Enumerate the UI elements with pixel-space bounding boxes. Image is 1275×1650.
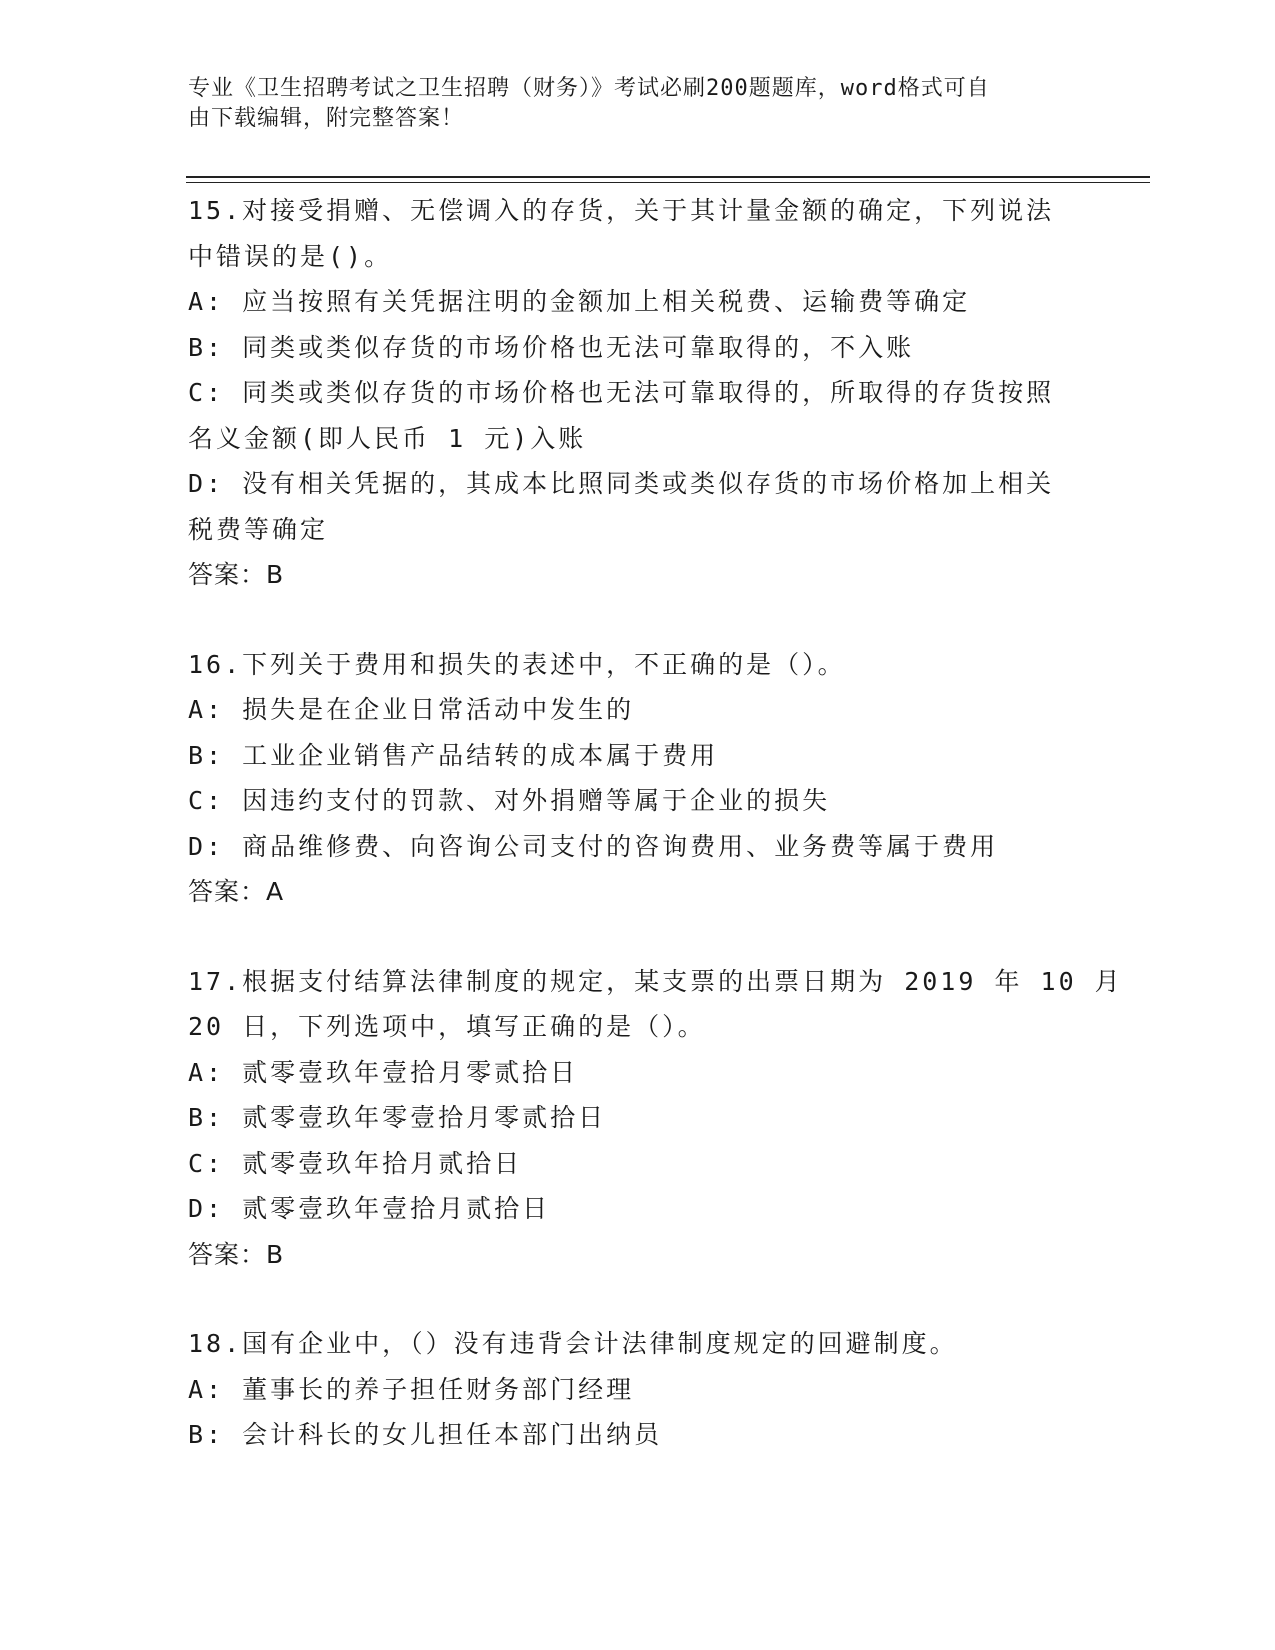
option-b: B: 工业企业销售产品结转的成本属于费用	[188, 740, 719, 770]
option-d: D: 贰零壹玖年壹拾月贰拾日	[188, 1194, 551, 1223]
option-c: C: 因违约支付的罚款、对外捐赠等属于企业的损失	[188, 786, 831, 815]
answer-line: 答案：B	[188, 560, 285, 589]
question-17	[188, 959, 1123, 1278]
option-a: A: 董事长的养子担任财务部门经理	[188, 1374, 635, 1404]
option-d: D: 商品维修费、向咨询公司支付的咨询费用、业务费等属于费用	[188, 831, 999, 861]
option-c-continued: 名义金额(即人民币 1 元)入账	[188, 423, 587, 453]
question-15	[188, 188, 1078, 598]
option-a: A: 贰零壹玖年壹拾月零贰拾日	[188, 1057, 579, 1087]
question-stem-continued: 中错误的是()。	[188, 241, 393, 271]
option-d-continued: 税费等确定	[188, 514, 329, 544]
question-stem: 17.根据支付结算法律制度的规定，某支票的出票日期为 2019 年 10 月	[188, 966, 1123, 996]
option-a: A: 应当按照有关凭据注明的金额加上相关税费、运输费等确定	[188, 287, 971, 316]
header-divider-thin	[186, 182, 1150, 183]
question-stem: 16.下列关于费用和损失的表述中，不正确的是（）。	[188, 649, 846, 679]
question-stem-continued: 20 日，下列选项中，填写正确的是（）。	[188, 1012, 706, 1041]
option-a: A: 损失是在企业日常活动中发生的	[188, 695, 635, 724]
option-b: B: 会计科长的女儿担任本部门出纳员	[188, 1420, 663, 1449]
document-header	[188, 74, 1068, 134]
question-18	[188, 1321, 1078, 1458]
answer-line: 答案：B	[188, 1239, 285, 1269]
option-c: C: 贰零壹玖年拾月贰拾日	[188, 1148, 523, 1178]
question-16	[188, 642, 1078, 915]
option-b: B: 贰零壹玖年零壹拾月零贰拾日	[188, 1103, 607, 1132]
question-stem: 18.国有企业中，（）没有违背会计法律制度规定的回避制度。	[188, 1329, 958, 1358]
option-b: B: 同类或类似存货的市场价格也无法可靠取得的，不入账	[188, 332, 915, 362]
question-stem: 15.对接受捐赠、无偿调入的存货，关于其计量金额的确定，下列说法	[188, 196, 1055, 225]
answer-line: 答案：A	[188, 877, 285, 906]
header-line-1: 专业《卫生招聘考试之卫生招聘（财务）》考试必刷200题题库，word格式可自	[188, 76, 990, 101]
header-divider-thick	[186, 176, 1150, 178]
option-c: C: 同类或类似存货的市场价格也无法可靠取得的，所取得的存货按照	[188, 378, 1055, 407]
header-line-2: 由下载编辑，附完整答案！	[188, 106, 465, 131]
question-list	[188, 188, 1123, 1502]
option-d: D: 没有相关凭据的，其成本比照同类或类似存货的市场价格加上相关	[188, 469, 1055, 498]
